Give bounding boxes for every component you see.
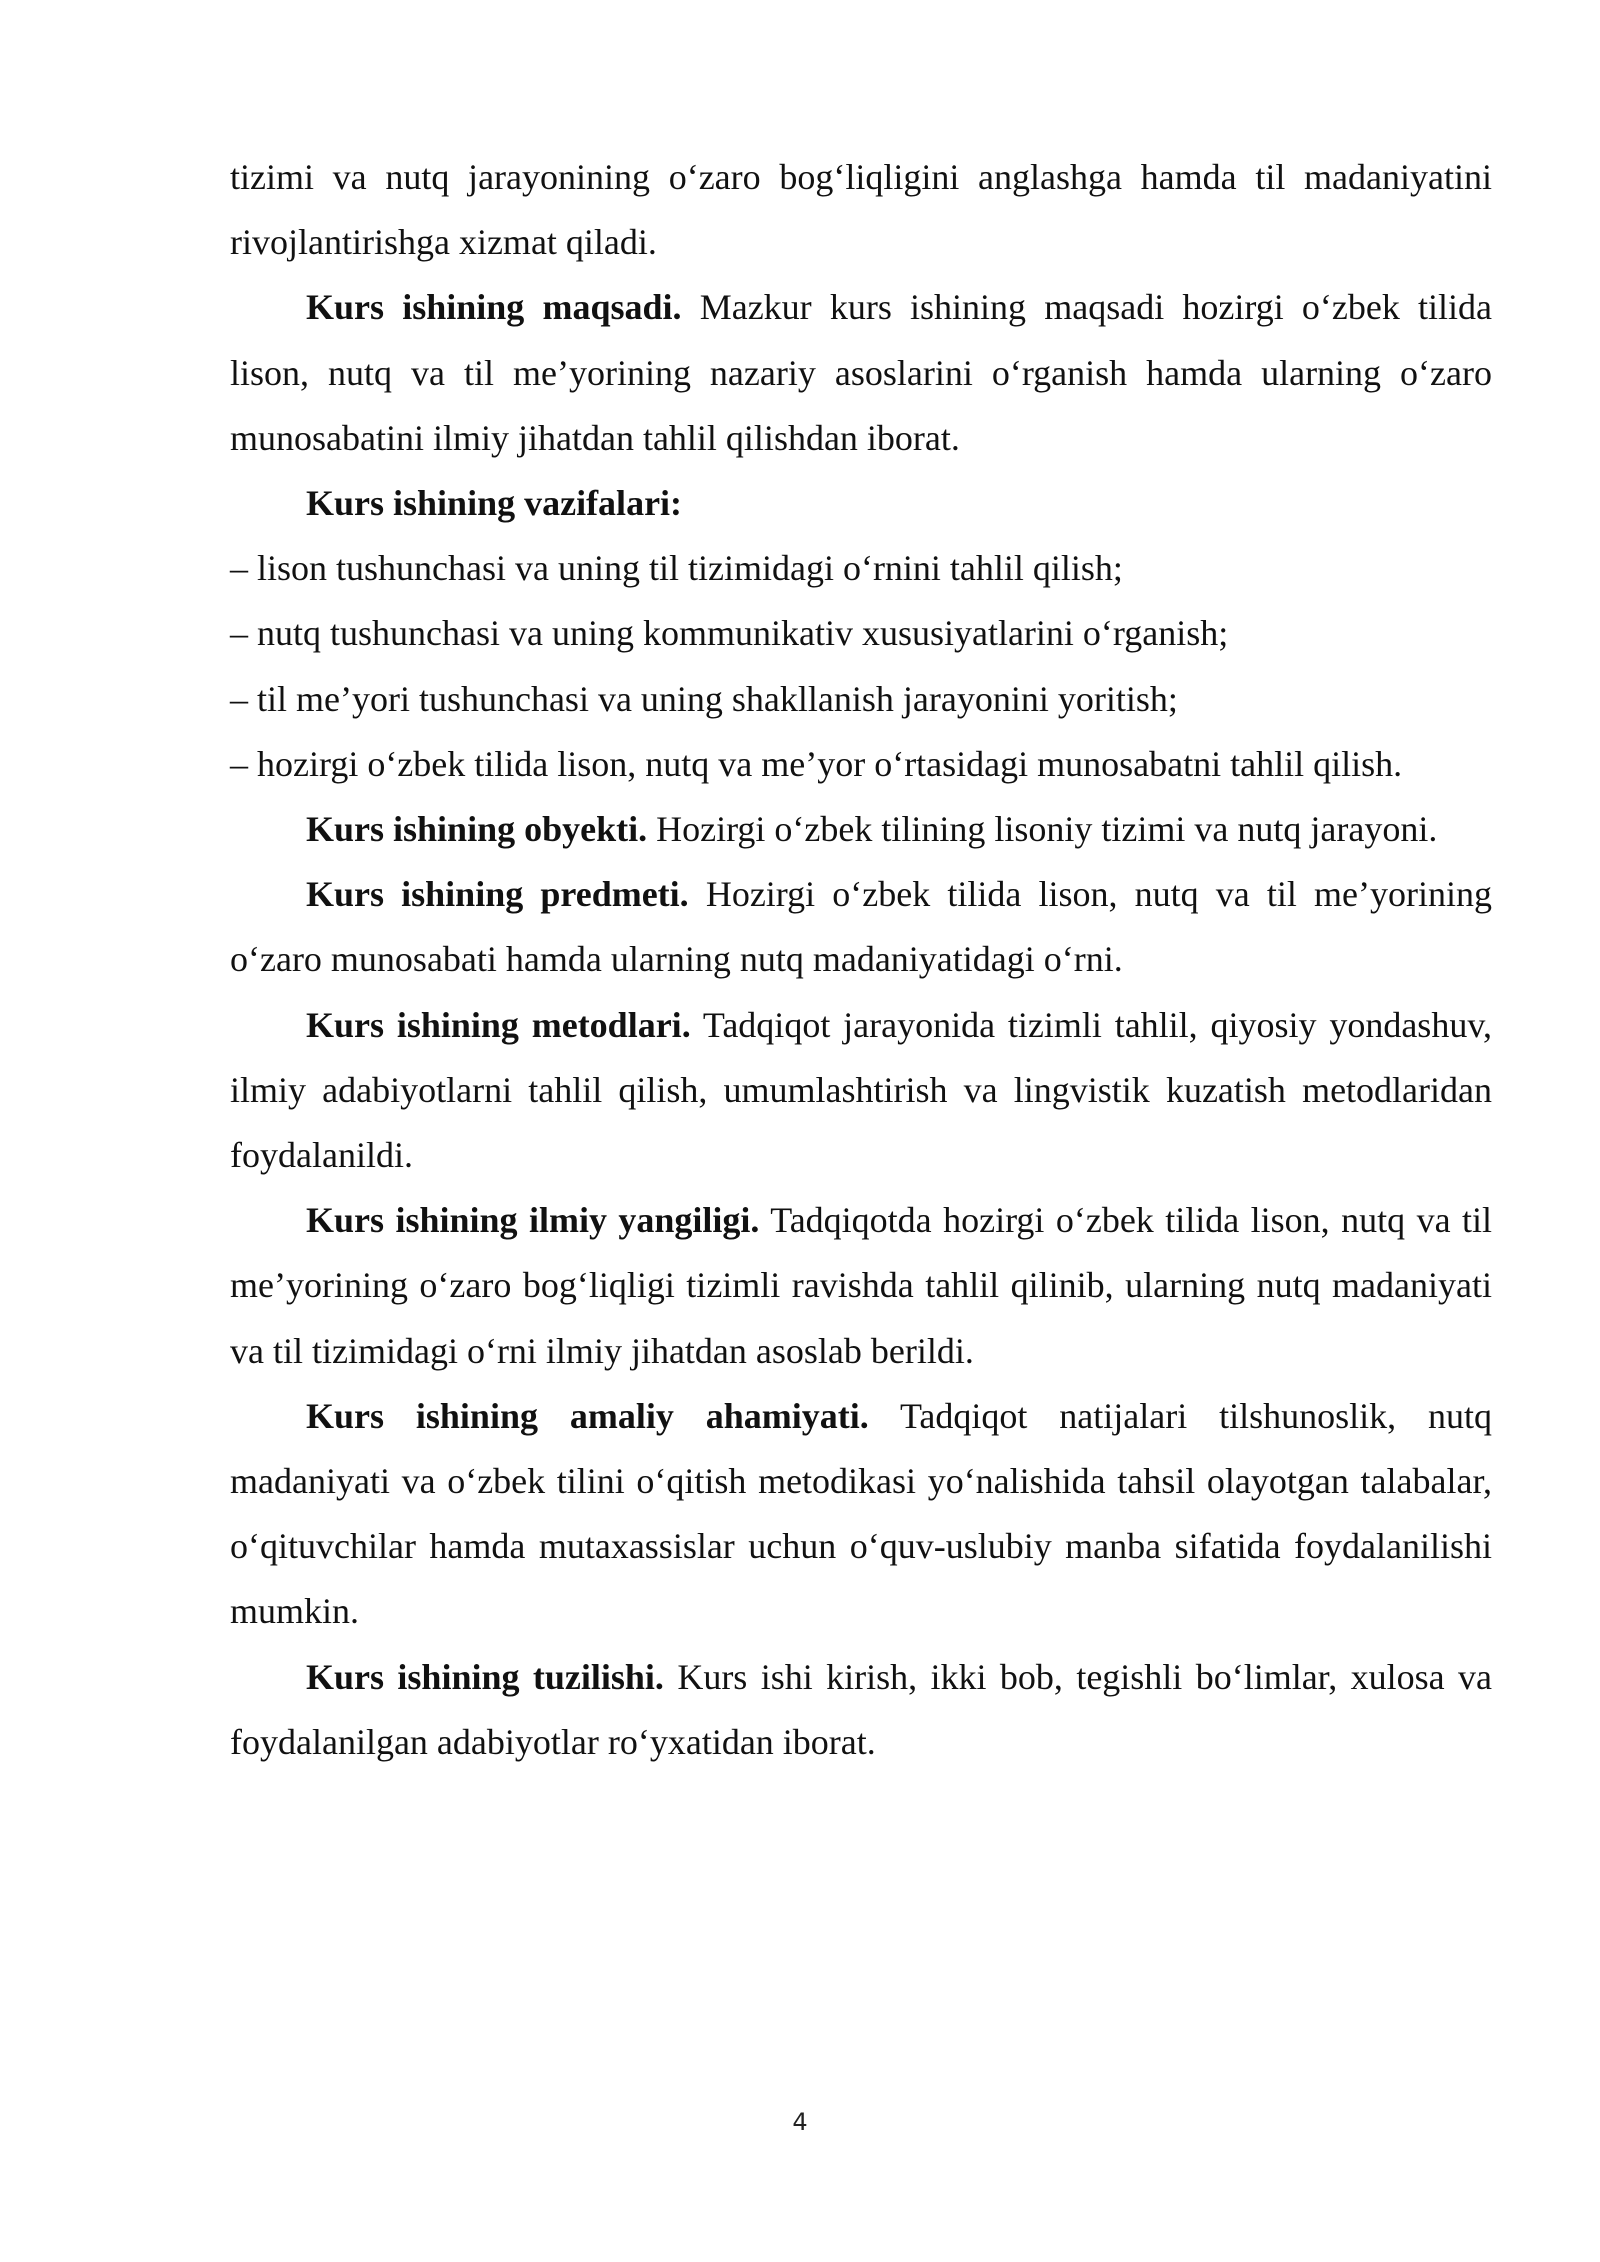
paragraph-text: Tadqiqot jarayonida tizimli tahlil, qiyosiy yondashuv, ilmiy adabiyotlarni tahlil qilish, umumlashtirish va lingvistik kuzatish metodlaridan foydalanildi.: [230, 1004, 1492, 1176]
paragraph-heading: Kurs ishining amaliy ahamiyati.: [306, 1395, 869, 1436]
task-list-item: [230, 667, 1492, 732]
paragraph-text: Hozirgi o‘zbek tilida lison, nutq va til me’yorining o‘zaro munosabati hamda ularning nutq madaniyatidagi o‘rni.: [230, 874, 1492, 980]
paragraph-practical-value: [230, 1384, 1492, 1645]
paragraph-structure: [230, 1645, 1492, 1775]
paragraph-subject: [230, 862, 1492, 992]
paragraph-object: [230, 797, 1492, 862]
task-text: – hozirgi o‘zbek tilida lison, nutq va me’yor o‘rtasidagi munosabatni tahlil qilish.: [230, 743, 1403, 784]
page-body: [230, 145, 1492, 1775]
paragraph-novelty: [230, 1188, 1492, 1384]
task-text: – nutq tushunchasi va uning kommunikativ xususiyatlarini o‘rganish;: [230, 613, 1229, 654]
paragraph-heading: Kurs ishining predmeti.: [306, 874, 689, 915]
paragraph-text: tizimi va nutq jarayonining o‘zaro bog‘liqligini anglashga hamda til madaniyatini rivojlantirishga xizmat qiladi.: [230, 157, 1492, 263]
paragraph-text: Hozirgi o‘zbek tilining lisoniy tizimi va nutq jarayoni.: [647, 809, 1438, 850]
paragraph-heading: Kurs ishining tuzilishi.: [306, 1656, 664, 1697]
paragraph-heading: Kurs ishining metodlari.: [306, 1004, 691, 1045]
task-list-item: [230, 732, 1492, 797]
paragraph-methods: [230, 993, 1492, 1189]
paragraph-heading: Kurs ishining ilmiy yangiligi.: [306, 1200, 760, 1241]
task-list-item: [230, 536, 1492, 601]
paragraph-text: Kurs ishi kirish, ikki bob, tegishli bo‘limlar, xulosa va foydalanilgan adabiyotlar ro‘yxatidan iborat.: [230, 1656, 1492, 1762]
task-text: – lison tushunchasi va uning til tizimidagi o‘rnini tahlil qilish;: [230, 548, 1123, 589]
paragraph-heading: Kurs ishining maqsadi.: [306, 287, 682, 328]
paragraph-text: Mazkur kurs ishining maqsadi hozirgi o‘zbek tilida lison, nutq va til me’yorining nazariy asoslarini o‘rganish hamda ularning o‘zaro munosabatini ilmiy jihatdan tahlil qilishdan iborat.: [230, 287, 1492, 458]
task-text: – til me’yori tushunchasi va uning shakllanish jarayonini yoritish;: [230, 678, 1178, 719]
page-number: 4: [792, 2108, 808, 2136]
task-list-item: [230, 601, 1492, 666]
paragraph-tasks-heading: [230, 471, 1492, 536]
paragraph-heading: Kurs ishining obyekti.: [306, 809, 648, 850]
paragraph-goal: [230, 275, 1492, 471]
paragraph-heading: Kurs ishining vazifalari:: [306, 483, 683, 524]
paragraph-text: Tadqiqotda hozirgi o‘zbek tilida lison, nutq va til me’yorining o‘zaro bog‘liqligi tizimli ravishda tahlil qilinib, ularning nutq madaniyati va til tizimidagi o‘rni ilmiy jihatdan asoslab berildi.: [230, 1200, 1492, 1371]
paragraph-text: Tadqiqot natijalari tilshunoslik, nutq madaniyati va o‘zbek tilini o‘qitish metodikasi yo‘nalishida tahsil olayotgan talabalar, o‘qituvchilar hamda mutaxassislar uchun o‘quv-uslubiy manba sifatida foydalanilishi mumkin.: [230, 1395, 1492, 1632]
paragraph-continuation: [230, 145, 1492, 275]
